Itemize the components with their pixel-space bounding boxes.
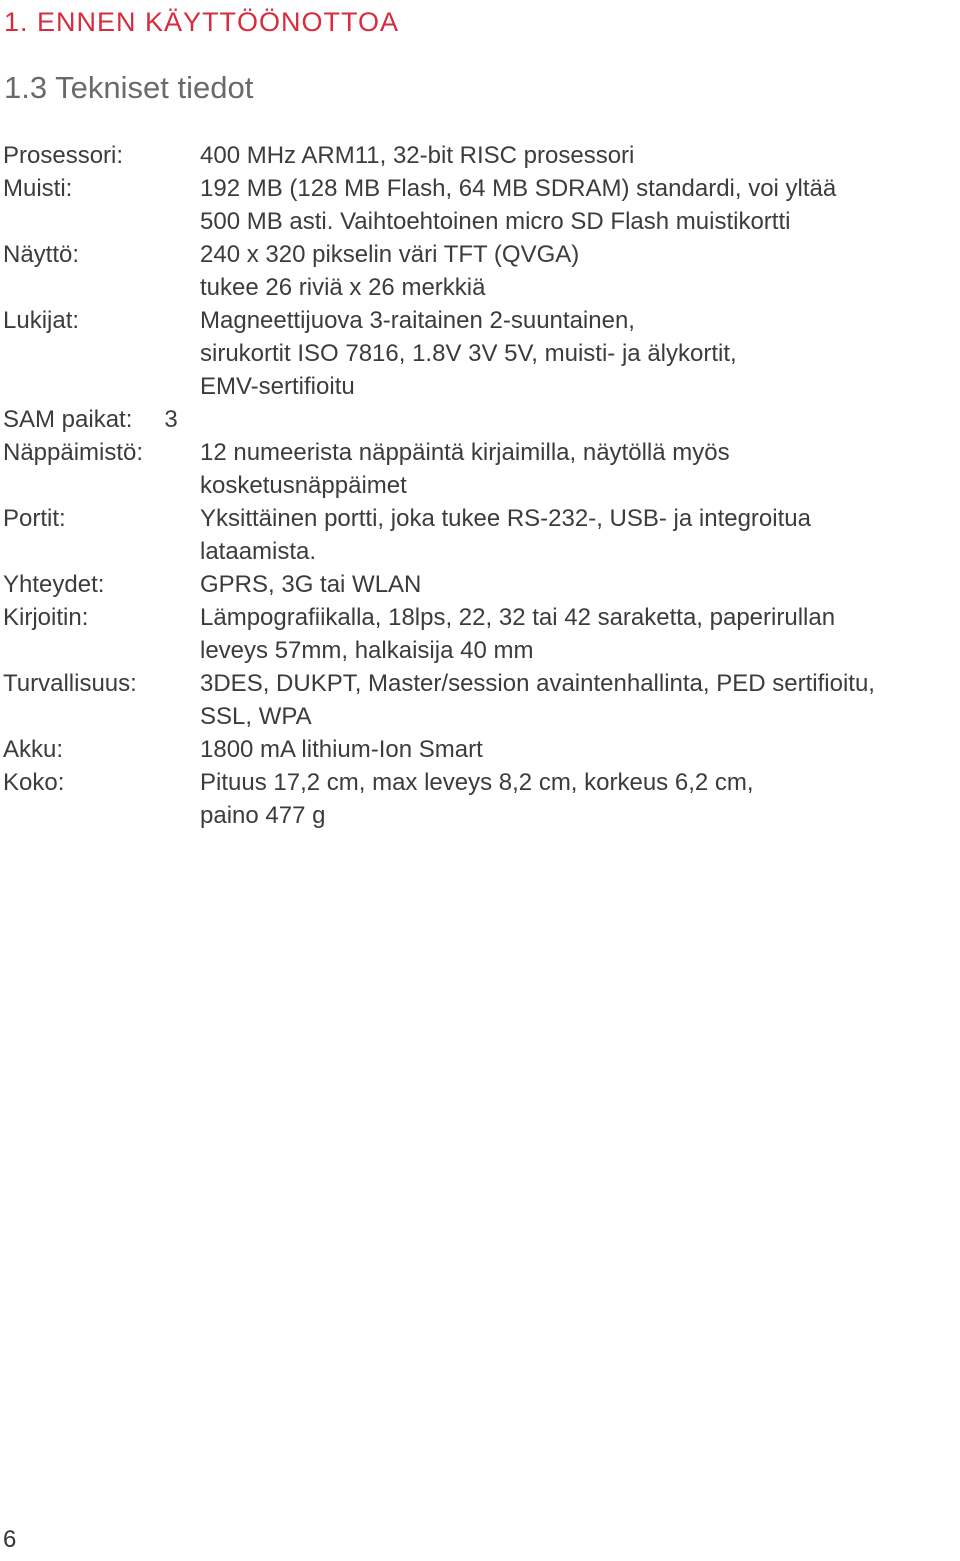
spec-value-line: lataamista. <box>200 538 317 565</box>
spec-value-line: 192 MB (128 MB Flash, 64 MB SDRAM) standardi, voi yltää <box>200 175 837 202</box>
spec-value-line: 3 <box>164 406 178 433</box>
spec-label: Näppäimistö: <box>3 439 144 466</box>
spec-value <box>200 733 958 766</box>
spec-value <box>200 172 958 238</box>
spec-value-line: GPRS, 3G tai WLAN <box>200 571 422 598</box>
spec-value <box>200 568 958 601</box>
spec-row-battery <box>3 733 958 766</box>
spec-value <box>200 667 958 733</box>
spec-value <box>200 502 958 568</box>
spec-value-line: 12 numeerista näppäintä kirjaimilla, näytöllä myös <box>200 439 730 466</box>
spec-value-line: sirukortit ISO 7816, 1.8V 3V 5V, muisti- ja älykortit, <box>200 340 737 367</box>
spec-row-processor <box>3 139 958 172</box>
spec-value-line: kosketusnäppäimet <box>200 472 407 499</box>
spec-row-connections <box>3 568 958 601</box>
spec-label: Näyttö: <box>3 241 80 268</box>
spec-row-memory <box>3 172 958 238</box>
spec-row-sam-slots <box>3 403 958 436</box>
spec-value-line: SSL, WPA <box>200 703 312 730</box>
spec-label: Portit: <box>3 505 66 532</box>
spec-value <box>164 403 958 436</box>
spec-row-printer <box>3 601 958 667</box>
spec-label: Lukijat: <box>3 307 80 334</box>
spec-label: Koko: <box>3 769 65 796</box>
spec-label: Kirjoitin: <box>3 604 89 631</box>
spec-value <box>200 304 958 403</box>
spec-label: Turvallisuus: <box>3 670 137 697</box>
spec-value-line: 240 x 320 pikselin väri TFT (QVGA) <box>200 241 580 268</box>
spec-list <box>3 139 958 832</box>
spec-row-security <box>3 667 958 733</box>
spec-value-line: paino 477 g <box>200 802 326 829</box>
spec-label: Akku: <box>3 736 64 763</box>
section-heading: 1.3 Tekniset tiedot <box>4 70 254 105</box>
page-number: 6 <box>3 1526 17 1553</box>
spec-value-line: Lämpografiikalla, 18lps, 22, 32 tai 42 saraketta, paperirullan <box>200 604 836 631</box>
spec-row-display <box>3 238 958 304</box>
spec-value <box>200 238 958 304</box>
spec-value-line: EMV-sertifioitu <box>200 373 355 400</box>
spec-value <box>200 139 958 172</box>
spec-value-line: Magneettijuova 3-raitainen 2-suuntainen, <box>200 307 635 334</box>
spec-value-line: tukee 26 riviä x 26 merkkiä <box>200 274 486 301</box>
spec-value <box>200 436 958 502</box>
spec-label: Muisti: <box>3 175 73 202</box>
spec-row-ports <box>3 502 958 568</box>
spec-value <box>200 766 958 832</box>
spec-value-line: 1800 mA lithium-Ion Smart <box>200 736 483 763</box>
spec-value-line: 500 MB asti. Vaihtoehtoinen micro SD Flash muistikortti <box>200 208 791 235</box>
spec-label: Prosessori: <box>3 142 124 169</box>
spec-value <box>200 601 958 667</box>
spec-value-line: 3DES, DUKPT, Master/session avaintenhallinta, PED sertifioitu, <box>200 670 875 697</box>
spec-label: Yhteydet: <box>3 571 105 598</box>
spec-row-keypad <box>3 436 958 502</box>
chapter-heading: 1. ENNEN KÄYTTÖÖNOTTOA <box>4 7 400 37</box>
spec-value-line: Pituus 17,2 cm, max leveys 8,2 cm, korkeus 6,2 cm, <box>200 769 754 796</box>
spec-row-readers <box>3 304 958 403</box>
spec-row-size <box>3 766 958 832</box>
spec-value-line: leveys 57mm, halkaisija 40 mm <box>200 637 534 664</box>
spec-value-line: 400 MHz ARM11, 32-bit RISC prosessori <box>200 142 635 169</box>
spec-label: SAM paikat: <box>3 406 133 433</box>
spec-value-line: Yksittäinen portti, joka tukee RS-232-, USB- ja integroitua <box>200 505 811 532</box>
